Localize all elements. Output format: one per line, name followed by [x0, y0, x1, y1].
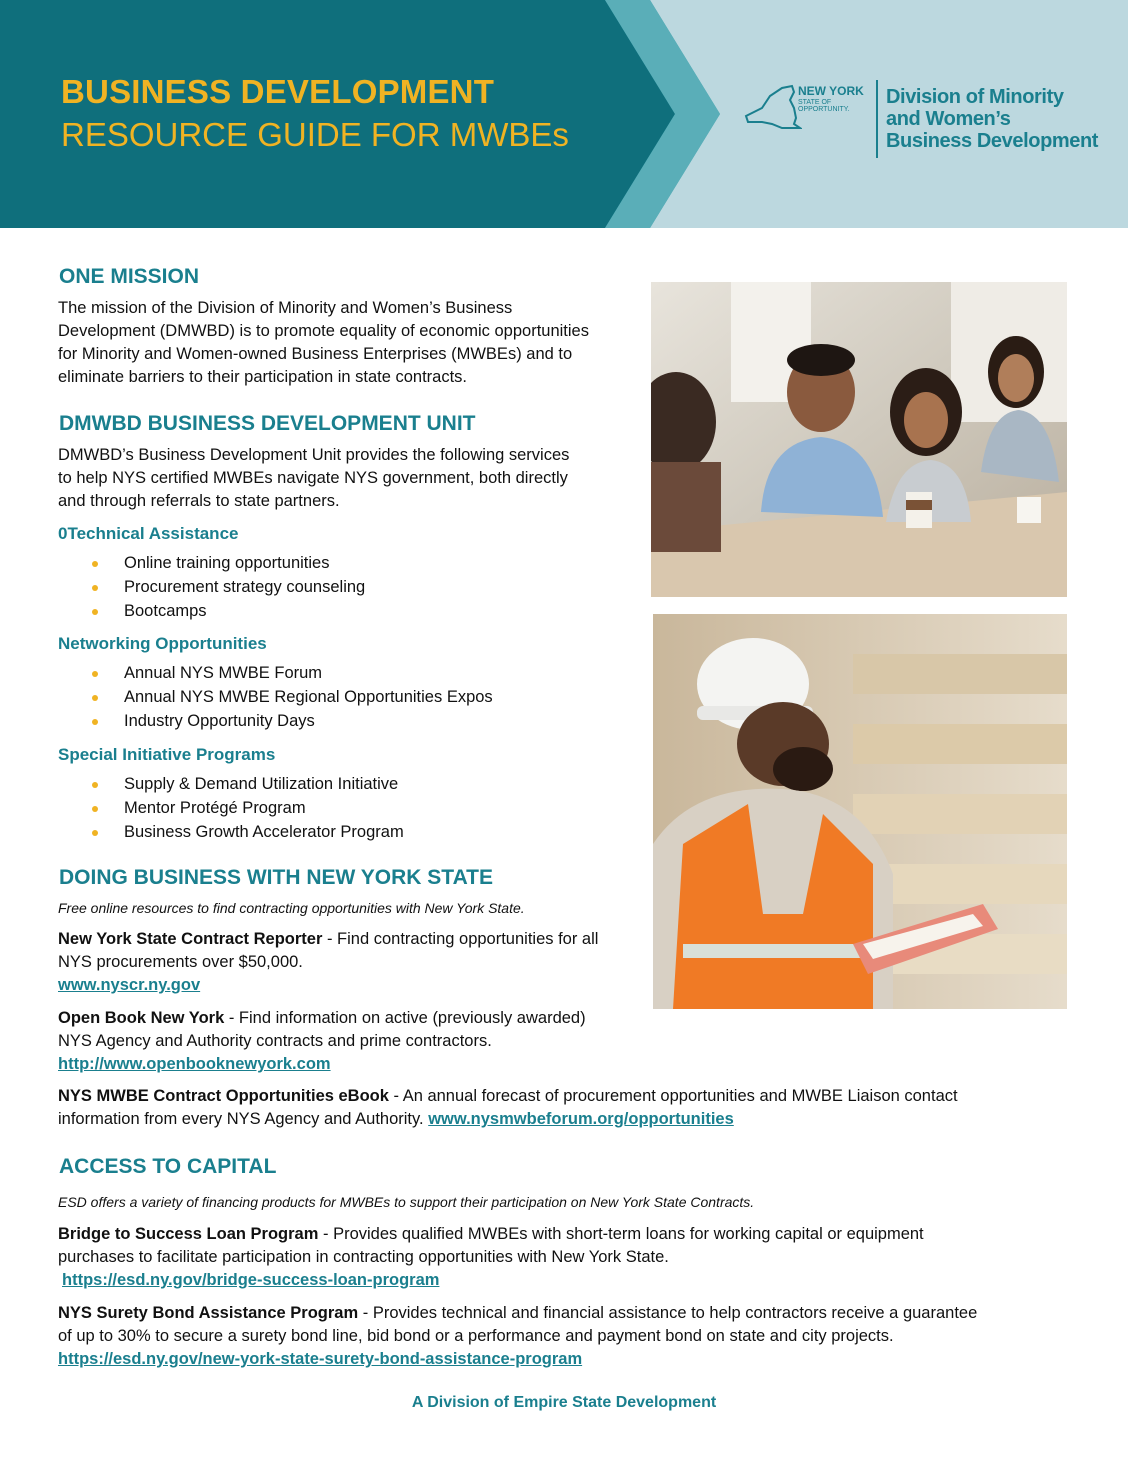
footer-text: A Division of Empire State Development [411, 1394, 717, 1411]
bullet-icon [92, 561, 98, 567]
logo-state-name: NEW YORK [798, 84, 864, 98]
doing-business-heading: DOING BUSINESS WITH NEW YORK STATE [59, 866, 494, 889]
list-item: Supply & Demand Utilization Initiative [88, 772, 404, 796]
doing-business-intro: Free online resources to find contracting opportunities with New York State. [58, 900, 525, 916]
contract-reporter-link[interactable]: www.nyscr.ny.gov [58, 976, 201, 994]
business-development-unit-heading: DMWBD BUSINESS DEVELOPMENT UNIT [59, 412, 476, 435]
special-initiative-programs-list [88, 772, 404, 844]
one-mission-paragraph: The mission of the Division of Minority and Women’s Business Development (DMWBD) is to promote equality of economic opportunities for Minority and Women-owned Business Enterprises (MWBEs) and to eliminate barriers to their participation in state contracts. [58, 299, 589, 386]
networking-opportunities-list [88, 661, 493, 733]
business-development-unit-paragraph: DMWBD’s Business Development Unit provides the following services to help NYS certified MWBEs navigate NYS government, both directly and through referrals to state partners. [58, 446, 570, 510]
bullet-icon [92, 695, 98, 701]
bullet-icon [92, 719, 98, 725]
technical-assistance-heading: 0Technical Assistance [58, 524, 239, 543]
bullet-icon [92, 609, 98, 615]
list-item: Online training opportunities [88, 551, 365, 575]
technical-assistance-list [88, 551, 365, 623]
ebook-link[interactable]: www.nysmwbeforum.org/opportunities [428, 1110, 734, 1128]
logo-state-tagline: STATE OF OPPORTUNITY. [798, 99, 850, 113]
logo-divider [876, 80, 878, 158]
surety-bond-link[interactable]: https://esd.ny.gov/new-york-state-surety-bond-assistance-program [58, 1350, 583, 1368]
open-book-entry: Open Book New York - Find information on active (previously awarded) NYS Agency and Authority contracts and prime contractors. http://www.openbooknewyork.com [58, 1009, 586, 1073]
one-mission-heading: ONE MISSION [59, 265, 200, 288]
new-york-state-map-icon [742, 78, 802, 138]
list-item: Annual NYS MWBE Regional Opportunities Expos [88, 685, 493, 709]
team-meeting-photo [651, 282, 1067, 597]
dmwbd-logo [742, 74, 1102, 164]
construction-worker-photo [653, 614, 1067, 1009]
bullet-icon [92, 671, 98, 677]
access-to-capital-heading: ACCESS TO CAPITAL [59, 1155, 277, 1178]
logo-division-name: Division of Minority and Women’s Business Development [886, 86, 1099, 152]
bullet-icon [92, 782, 98, 788]
surety-bond-entry: NYS Surety Bond Assistance Program - Provides technical and financial assistance to help contractors receive a guarantee of up to 30% to secure a surety bond line, bid bond or a performance and payment bond on state and city projects. https://esd.ny.gov/new-york-state-surety-bond-assistance-program [58, 1304, 978, 1368]
networking-opportunities-heading: Networking Opportunities [58, 634, 267, 653]
access-to-capital-intro: ESD offers a variety of financing products for MWBEs to support their participation on New York State Contracts. [58, 1194, 755, 1210]
bullet-icon [92, 830, 98, 836]
document-title: BUSINESS DEVELOPMENT [61, 73, 495, 110]
bridge-to-success-link[interactable]: https://esd.ny.gov/bridge-success-loan-program [62, 1271, 440, 1289]
document-subtitle: RESOURCE GUIDE FOR MWBEs [61, 116, 569, 153]
list-item: Mentor Protégé Program [88, 796, 404, 820]
bridge-to-success-entry: Bridge to Success Loan Program - Provides qualified MWBEs with short-term loans for working capital or equipment purchases to facilitate participation in contracting opportunities with New York State. https://esd.ny.gov/bridge-success-loan-program [58, 1225, 924, 1289]
open-book-link[interactable]: http://www.openbooknewyork.com [58, 1055, 331, 1073]
header-banner [0, 0, 1128, 228]
ebook-entry: NYS MWBE Contract Opportunities eBook - An annual forecast of procurement opportunities and MWBE Liaison contact information from every NYS Agency and Authority. www.nysmwbeforum.org/opportunities [58, 1087, 958, 1128]
list-item: Procurement strategy counseling [88, 575, 365, 599]
contract-reporter-entry: New York State Contract Reporter - Find contracting opportunities for all NYS procurements over $50,000. www.nyscr.ny.gov [58, 930, 599, 994]
construction-worker-image [653, 614, 1067, 1009]
list-item: Annual NYS MWBE Forum [88, 661, 493, 685]
list-item: Bootcamps [88, 599, 365, 623]
bullet-icon [92, 806, 98, 812]
team-meeting-image [651, 282, 1067, 597]
list-item: Industry Opportunity Days [88, 709, 493, 733]
bullet-icon [92, 585, 98, 591]
list-item: Business Growth Accelerator Program [88, 820, 404, 844]
special-initiative-programs-heading: Special Initiative Programs [58, 745, 276, 764]
